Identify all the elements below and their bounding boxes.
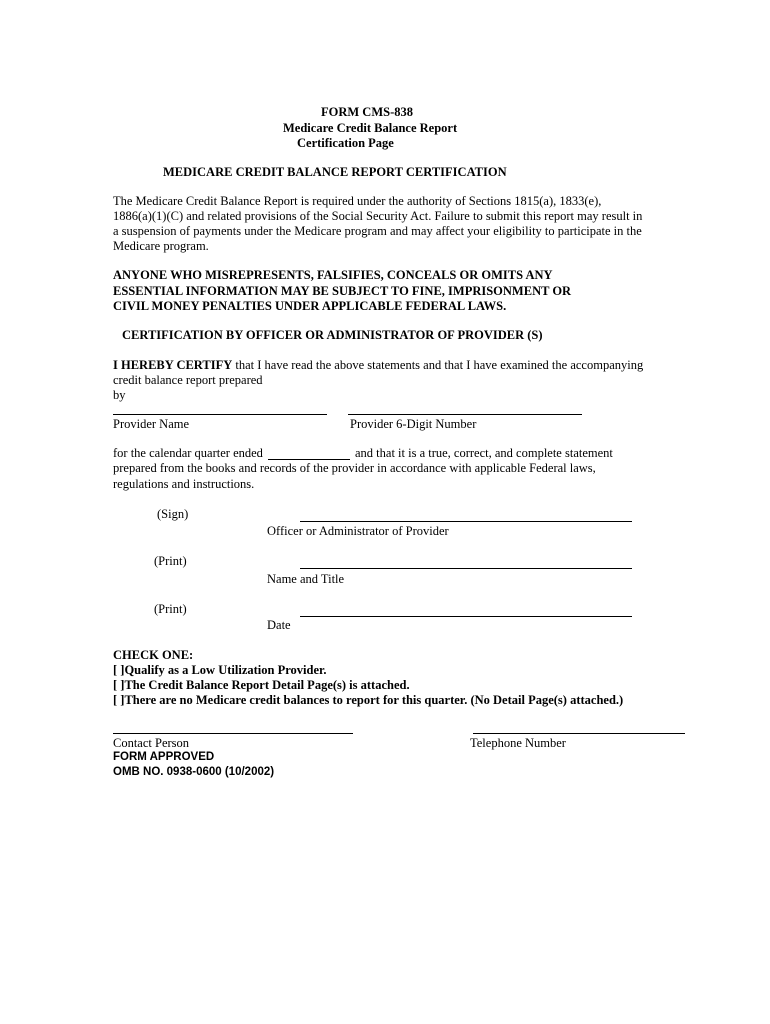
provider-number-label: Provider 6-Digit Number: [350, 417, 477, 431]
quarter-prefix: for the calendar quarter ended: [113, 446, 263, 460]
warning-line-2: ESSENTIAL INFORMATION MAY BE SUBJECT TO FINE, IMPRISONMENT OR: [113, 284, 572, 298]
officer-label: Officer or Administrator of Provider: [267, 524, 449, 538]
section-title: MEDICARE CREDIT BALANCE REPORT CERTIFICATION: [163, 165, 507, 179]
intro-line-3: a suspension of payments under the Medicare program and may affect your eligibility to participate in the: [113, 224, 642, 238]
date-field[interactable]: [300, 616, 632, 617]
certify-line-1-rest: that I have read the above statements and that I have examined the accompanying: [232, 358, 644, 372]
quarter-date-field[interactable]: [268, 459, 350, 460]
contact-person-field[interactable]: [113, 733, 353, 734]
certify-line-3: by: [113, 388, 126, 402]
quarter-line-3: regulations and instructions.: [113, 477, 255, 491]
intro-line-4: Medicare program.: [113, 239, 209, 253]
certify-lead: I HEREBY CERTIFY: [113, 358, 233, 372]
provider-name-label: Provider Name: [113, 417, 190, 431]
date-label: Date: [267, 618, 291, 632]
quarter-suffix: and that it is a true, correct, and complete statement: [355, 446, 613, 460]
certification-heading: CERTIFICATION BY OFFICER OR ADMINISTRATOR OF PROVIDER (S): [122, 328, 543, 342]
name-title-field[interactable]: [300, 568, 632, 569]
warning-line-1: ANYONE WHO MISREPRESENTS, FALSIFIES, CONCEALS OR OMITS ANY: [113, 268, 553, 282]
intro-line-2: 1886(a)(1)(C) and related provisions of the Social Security Act. Failure to submit this report may result in: [113, 209, 643, 223]
check-heading: CHECK ONE:: [113, 648, 194, 662]
print-label-2: (Print): [154, 602, 187, 616]
check-option-detail-attached[interactable]: [ ]The Credit Balance Report Detail Page(s) is attached.: [113, 678, 410, 692]
certify-line-1: [113, 358, 643, 373]
omb-number: OMB NO. 0938-0600 (10/2002): [113, 766, 275, 778]
telephone-field[interactable]: [473, 733, 685, 734]
check-option-low-utilization[interactable]: [ ]Qualify as a Low Utilization Provider.: [113, 663, 327, 677]
quarter-line-2: prepared from the books and records of the provider in accordance with applicable Federal laws,: [113, 461, 596, 475]
form-title: Medicare Credit Balance Report: [283, 121, 458, 135]
check-option-no-balances[interactable]: [ ]There are no Medicare credit balances to report for this quarter. (No Detail Page(s) attached.): [113, 693, 624, 707]
form-approved: FORM APPROVED: [113, 751, 215, 763]
provider-number-field[interactable]: [348, 414, 582, 415]
print-label-1: (Print): [154, 554, 187, 568]
warning-line-3: CIVIL MONEY PENALTIES UNDER APPLICABLE FEDERAL LAWS.: [113, 299, 507, 313]
certify-line-2: credit balance report prepared: [113, 373, 263, 387]
form-subtitle: Certification Page: [297, 136, 394, 150]
name-title-label: Name and Title: [267, 572, 345, 586]
signature-field[interactable]: [300, 521, 632, 522]
contact-person-label: Contact Person: [113, 736, 190, 750]
provider-name-field[interactable]: [113, 414, 327, 415]
intro-line-1: The Medicare Credit Balance Report is required under the authority of Sections 1815(a), 1833(e),: [113, 194, 602, 208]
form-number: FORM CMS-838: [321, 105, 413, 119]
sign-label: (Sign): [157, 507, 189, 521]
telephone-label: Telephone Number: [470, 736, 566, 750]
